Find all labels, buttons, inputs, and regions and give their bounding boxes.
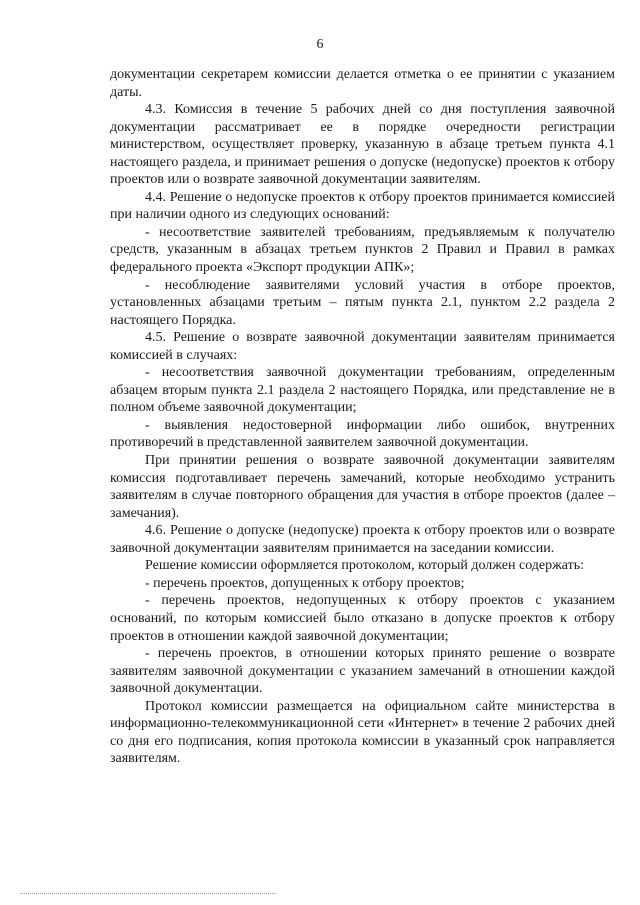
paragraph: 4.3. Комиссия в течение 5 рабочих дней со дня поступления заявочной документации рассматривает ее в порядке очередности регистрации министерством, осуществляет проверку, указанную в абзаце третьем пункта 4.1 настоящего раздела, и принимает решения о допуске (недопуске) проектов к отбору проектов или о возврате заявочной документации заявителям. bbox=[110, 102, 615, 188]
paragraph: - несоблюдение заявителями условий участия в отборе проектов, установленных абзацами третьим – пятым пункта 2.1, пунктом 2.2 раздела 2 настоящего Порядка. bbox=[110, 277, 615, 328]
paragraph: - выявления недостоверной информации либо ошибок, внутренних противоречий в представленной заявителем заявочной документации. bbox=[110, 417, 615, 451]
paragraph: Протокол комиссии размещается на официальном сайте министерства в информационно-телекоммуникационной сети «Интернет» в течение 2 рабочих дней со дня его подписания, копия протокола комиссии в указанный срок направляется заявителям. bbox=[110, 698, 615, 767]
paragraph: 4.5. Решение о возврате заявочной документации заявителям принимается комиссией в случаях: bbox=[110, 330, 615, 363]
paragraph: При принятии решения о возврате заявочной документации заявителям комиссия подготавливает перечень замечаний, которые необходимо устранить заявителям в случае повторного обращения для участия в отборе проектов (далее – замечания). bbox=[110, 453, 615, 521]
footer-dotted-rule bbox=[20, 893, 275, 894]
paragraph: 4.4. Решение о недопуске проектов к отбору проектов принимается комиссией при наличии одного из следующих оснований: bbox=[110, 189, 615, 223]
paragraph: - несоответствия заявочной документации требованиям, определенным абзацем вторым пункта 2.1 раздела 2 настоящего Порядка, или представление не в полном объеме заявочной документации; bbox=[110, 365, 615, 416]
paragraph: - перечень проектов, недопущенных к отбору проектов с указанием оснований, по которым комиссией было отказано в допуске проектов к отбору проектов в отношении каждой заявочной документации; bbox=[110, 593, 615, 644]
page-number: 6 bbox=[316, 37, 324, 52]
document-body bbox=[110, 66, 615, 768]
paragraph: - перечень проектов, допущенных к отбору проектов; bbox=[145, 575, 465, 591]
paragraph: 4.6. Решение о допуске (недопуске) проекта к отбору проектов или о возврате заявочной документации заявителям принимается на заседании комиссии. bbox=[110, 523, 615, 556]
paragraph: Решение комиссии оформляется протоколом, который должен содержать: bbox=[145, 558, 585, 574]
paragraph: документации секретарем комиссии делается отметка о ее принятии с указанием даты. bbox=[110, 67, 615, 100]
paragraph: - несоответствие заявителей требованиям, предъявляемым к получателю средств, указанным в абзацах третьем пунктов 2 Правил и Правил в рамках федерального проекта «Экспорт продукции АПК»; bbox=[110, 224, 615, 276]
paragraph: - перечень проектов, в отношении которых принято решение о возврате заявителям заявочной документации с указанием замечаний в отношении каждой заявочной документации. bbox=[110, 646, 615, 697]
